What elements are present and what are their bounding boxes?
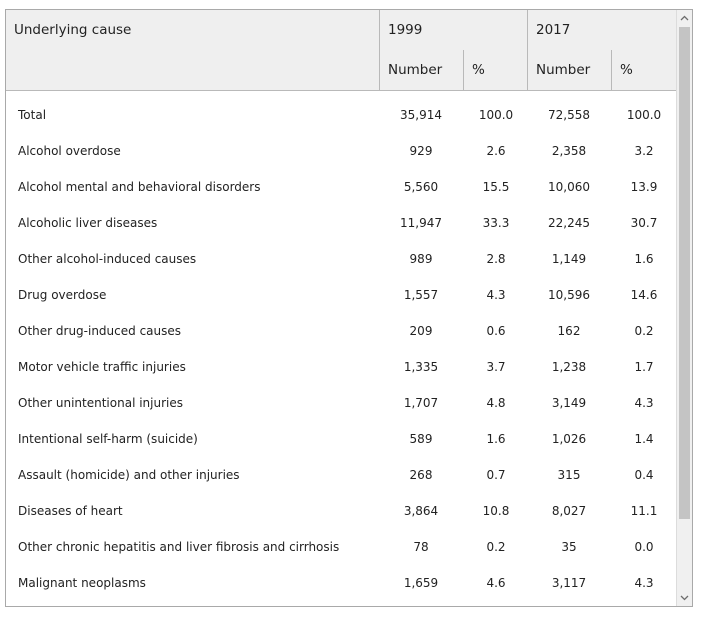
cell-p2017: 1.6 (634, 252, 654, 266)
cell-cause: Alcohol mental and behavioral disorders (18, 180, 261, 194)
cell-cause: Motor vehicle traffic injuries (18, 360, 186, 374)
cell-n1999: 1,707 (403, 396, 439, 410)
scroll-thumb[interactable] (679, 27, 690, 519)
cell-p2017: 13.9 (630, 180, 658, 194)
cell-n2017: 3,117 (551, 576, 587, 590)
cell-p1999: 4.6 (486, 576, 506, 590)
cell-n1999: 1,659 (403, 576, 439, 590)
header-year-2017: 2017 (536, 22, 571, 38)
cell-p1999: 15.5 (482, 180, 510, 194)
cell-n1999: 209 (409, 324, 433, 338)
cell-p1999: 33.3 (482, 216, 510, 230)
cell-n1999: 589 (409, 432, 433, 446)
table-row (6, 493, 677, 529)
cell-n1999: 989 (409, 252, 433, 266)
cell-p1999: 1.6 (486, 432, 506, 446)
cell-p1999: 4.8 (486, 396, 506, 410)
cell-cause: Total (18, 108, 47, 122)
header-divider-1999-pct (463, 50, 464, 90)
cell-cause: Other alcohol-induced causes (18, 252, 197, 266)
table-header (6, 10, 677, 91)
header-number-1999: Number (388, 62, 443, 78)
cell-p2017: 0.4 (634, 468, 654, 482)
table-row (6, 97, 677, 133)
cell-n2017: 72,558 (548, 108, 590, 122)
chevron-down-icon (680, 595, 689, 601)
cell-p1999: 3.7 (486, 360, 506, 374)
cell-cause: Assault (homicide) and other injuries (18, 468, 240, 482)
table-row (6, 565, 677, 601)
cell-n2017: 10,596 (548, 288, 590, 302)
cell-n2017: 22,245 (548, 216, 590, 230)
chevron-up-icon (680, 15, 689, 21)
cell-n1999: 268 (409, 468, 433, 482)
cell-n1999: 3,864 (403, 504, 439, 518)
cell-n1999: 11,947 (400, 216, 442, 230)
vertical-scrollbar[interactable] (676, 10, 692, 606)
header-year-1999: 1999 (388, 22, 423, 38)
table-row (6, 457, 677, 493)
header-pct-1999: % (472, 62, 485, 78)
cell-n2017: 2,358 (551, 144, 587, 158)
header-divider-2017 (527, 10, 528, 90)
cell-p2017: 100.0 (626, 108, 662, 122)
cell-cause: Other unintentional injuries (18, 396, 183, 410)
table-row (6, 241, 677, 277)
cell-p2017: 4.3 (634, 576, 654, 590)
cell-cause: Malignant neoplasms (18, 576, 146, 590)
table-row (6, 529, 677, 565)
table-row (6, 421, 677, 457)
cell-cause: Alcohol overdose (18, 144, 121, 158)
header-divider-2017-pct (611, 50, 612, 90)
header-divider-1999 (379, 10, 380, 90)
cell-p2017: 1.7 (634, 360, 654, 374)
table-row (6, 133, 677, 169)
cell-p1999: 0.7 (486, 468, 506, 482)
cell-cause: Alcoholic liver diseases (18, 216, 158, 230)
table-row (6, 169, 677, 205)
cell-n1999: 5,560 (403, 180, 439, 194)
cell-n1999: 1,557 (403, 288, 439, 302)
cell-p1999: 0.6 (486, 324, 506, 338)
header-number-2017: Number (536, 62, 591, 78)
cell-n2017: 315 (557, 468, 581, 482)
cell-p1999: 0.2 (486, 540, 506, 554)
table-viewport (6, 10, 677, 606)
cell-p1999: 2.8 (486, 252, 506, 266)
cell-p1999: 100.0 (478, 108, 514, 122)
cell-n2017: 3,149 (551, 396, 587, 410)
header-underlying-cause: Underlying cause (14, 22, 132, 38)
cell-n1999: 35,914 (400, 108, 442, 122)
cell-cause: Intentional self-harm (suicide) (18, 432, 198, 446)
table-row (6, 277, 677, 313)
table-body (6, 97, 677, 601)
cell-n2017: 8,027 (551, 504, 587, 518)
cell-n2017: 1,238 (551, 360, 587, 374)
table-row (6, 205, 677, 241)
cell-p2017: 30.7 (630, 216, 658, 230)
cell-n2017: 35 (561, 540, 577, 554)
cell-p1999: 10.8 (482, 504, 510, 518)
cell-p2017: 11.1 (630, 504, 658, 518)
cell-p2017: 0.0 (634, 540, 654, 554)
cell-p2017: 3.2 (634, 144, 654, 158)
header-pct-2017: % (620, 62, 633, 78)
table-row (6, 385, 677, 421)
cell-n2017: 10,060 (548, 180, 590, 194)
cell-n1999: 929 (409, 144, 433, 158)
cell-cause: Diseases of heart (18, 504, 123, 518)
cell-n2017: 1,149 (551, 252, 587, 266)
cell-n1999: 1,335 (403, 360, 439, 374)
scroll-up-button[interactable] (677, 10, 692, 26)
cell-n1999: 78 (413, 540, 429, 554)
scroll-down-button[interactable] (677, 590, 692, 606)
table-row (6, 313, 677, 349)
cell-cause: Drug overdose (18, 288, 107, 302)
cell-p2017: 14.6 (630, 288, 658, 302)
table-row (6, 349, 677, 385)
table-panel (5, 9, 693, 607)
cell-cause: Other drug-induced causes (18, 324, 182, 338)
cell-p2017: 0.2 (634, 324, 654, 338)
cell-cause: Other chronic hepatitis and liver fibrosis and cirrhosis (18, 540, 340, 554)
cell-n2017: 1,026 (551, 432, 587, 446)
cell-p1999: 2.6 (486, 144, 506, 158)
cell-p2017: 4.3 (634, 396, 654, 410)
cell-p2017: 1.4 (634, 432, 654, 446)
cell-p1999: 4.3 (486, 288, 506, 302)
cell-n2017: 162 (557, 324, 581, 338)
